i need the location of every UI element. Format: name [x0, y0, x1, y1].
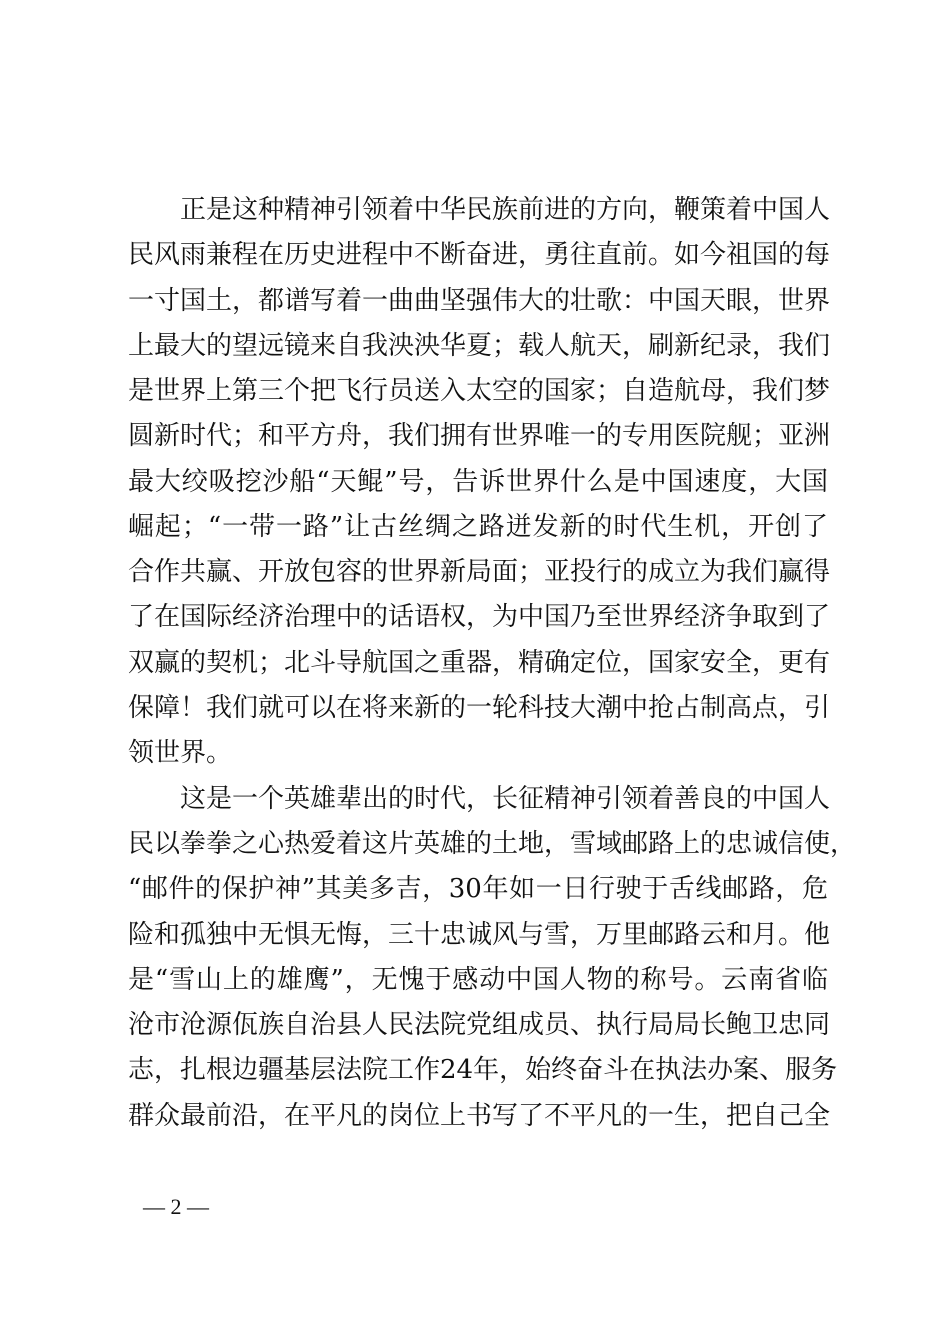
paragraph-line: 最大绞吸挖沙船“天鲲”号，告诉世界什么是中国速度，大国	[128, 467, 828, 497]
paragraph-line: 一寸国土，都谱写着一曲曲坚强伟大的壮歌：中国天眼，世界	[128, 286, 831, 316]
page-number: — 2 —	[143, 1194, 209, 1219]
paragraph-line: 民以拳拳之心热爱着这片英雄的土地，雪域邮路上的忠诚信使，	[128, 829, 857, 859]
paragraph-line: 沧市沧源佤族自治县人民法院党组成员、执行局局长鲍卫忠同	[128, 1010, 831, 1040]
paragraph-line: 是“雪山上的雄鹰”，无愧于感动中国人物的称号。云南省临	[128, 965, 828, 995]
paragraph-line: “邮件的保护神”其美多吉，30年如一日行驶于舌线邮路，危	[128, 874, 828, 904]
paragraph-line: 正是这种精神引领着中华民族前进的方向，鞭策着中国人	[180, 195, 831, 225]
paragraph-line: 险和孤独中无惧无悔，三十忠诚风与雪，万里邮路云和月。他	[128, 920, 831, 950]
paragraph-line: 圆新时代；和平方舟，我们拥有世界唯一的专用医院舰；亚洲	[128, 421, 831, 451]
paragraph-line: 崛起；“一带一路”让古丝绸之路迸发新的时代生机，开创了	[128, 512, 828, 542]
paragraph-line: 领世界。	[128, 738, 233, 768]
paragraph-line: 民风雨兼程在历史进程中不断奋进，勇往直前。如今祖国的每	[128, 240, 831, 270]
paragraph-line: 是世界上第三个把飞行员送入太空的国家；自造航母，我们梦	[128, 376, 831, 406]
paragraph-line: 上最大的望远镜来自我泱泱华夏；载人航天，刷新纪录，我们	[128, 331, 831, 361]
paragraph-line: 合作共赢、开放包容的世界新局面；亚投行的成立为我们赢得	[128, 557, 831, 587]
paragraph-line: 志，扎根边疆基层法院工作24年，始终奋斗在执法办案、服务	[128, 1055, 838, 1085]
paragraph-line: 双赢的契机；北斗导航国之重器，精确定位，国家安全，更有	[128, 648, 831, 678]
paragraph-line: 这是一个英雄辈出的时代，长征精神引领着善良的中国人	[180, 784, 831, 814]
paragraph-line: 了在国际经济治理中的话语权，为中国乃至世界经济争取到了	[128, 602, 831, 632]
paragraph-line: 群众最前沿，在平凡的岗位上书写了不平凡的一生，把自己全	[128, 1101, 831, 1131]
paragraph-line: 保障！我们就可以在将来新的一轮科技大潮中抢占制高点，引	[128, 693, 831, 723]
